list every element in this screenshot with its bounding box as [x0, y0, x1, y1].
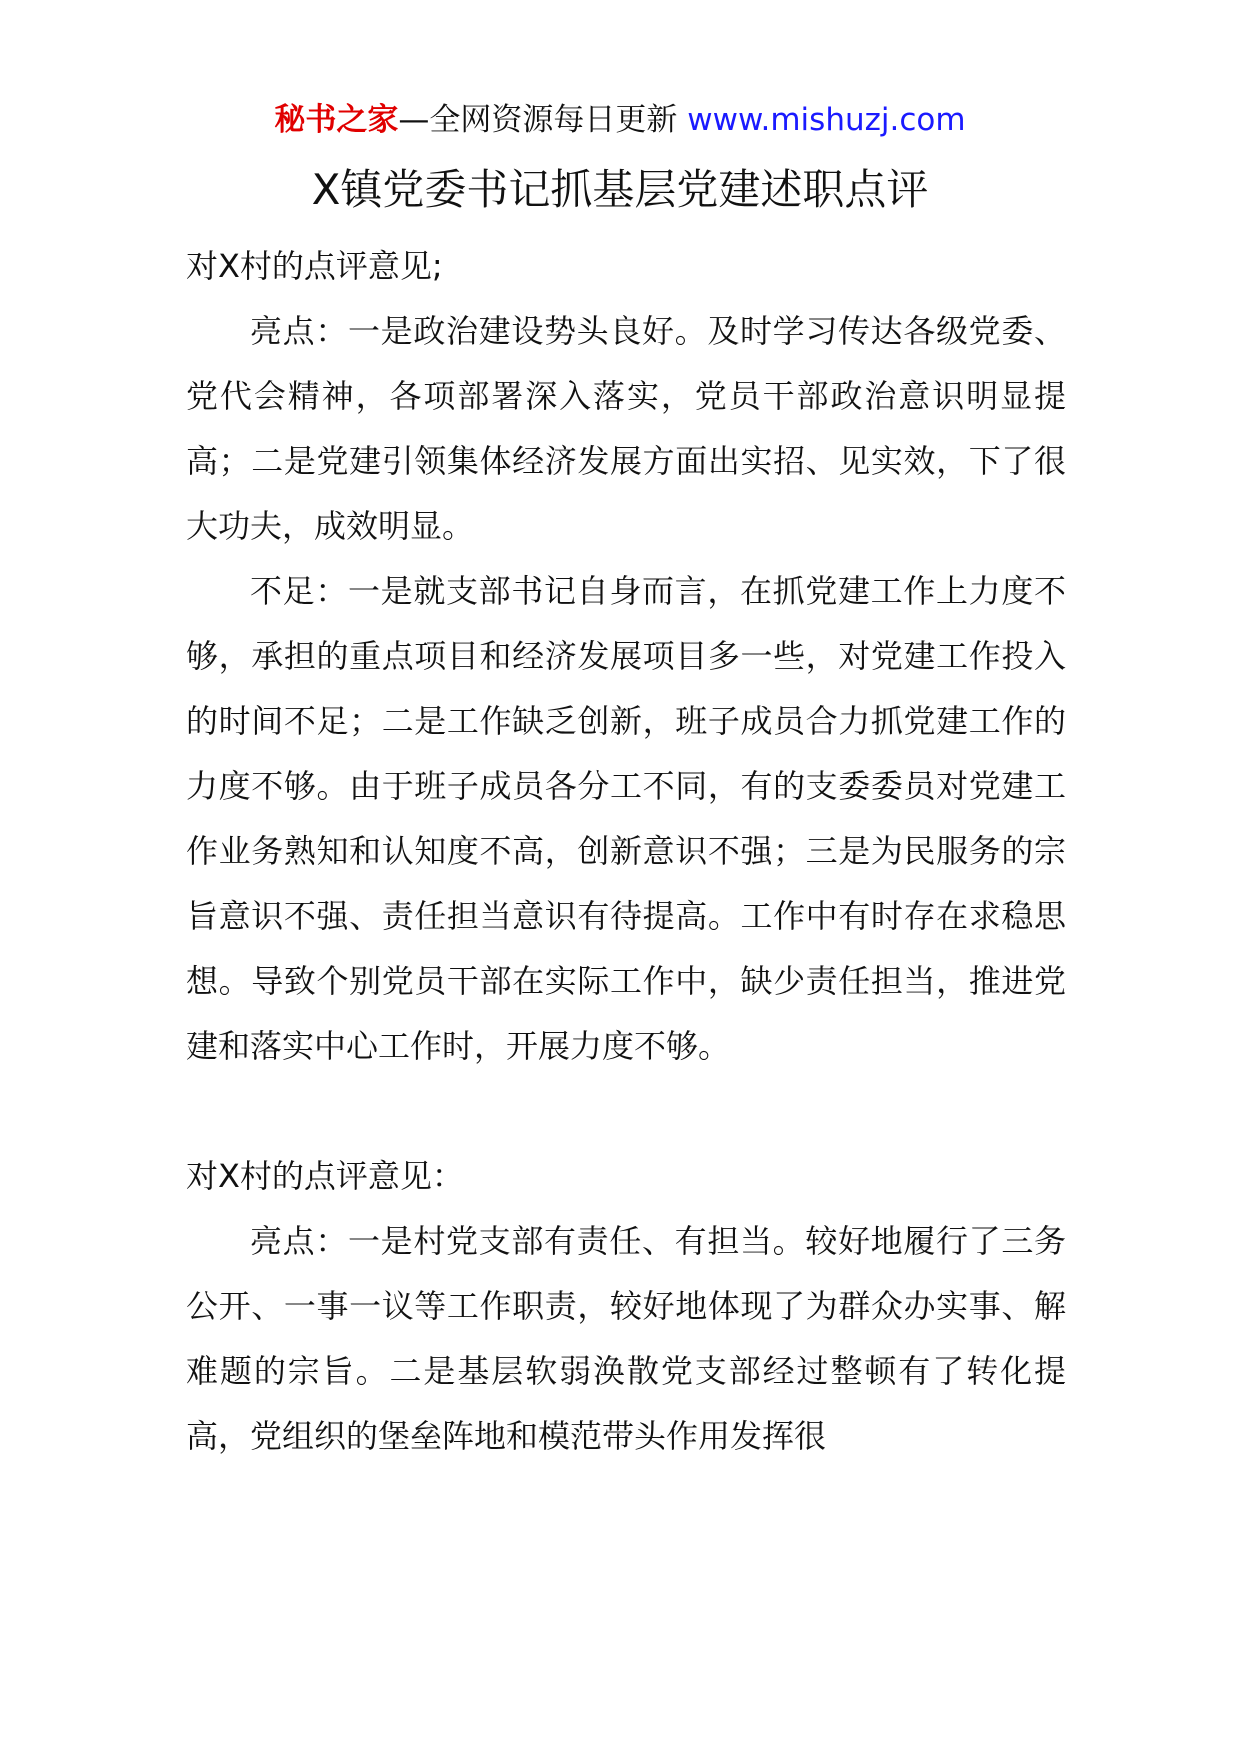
- site-url-link[interactable]: www.mishuzj.com: [687, 102, 966, 138]
- paragraph: 不足：一是就支部书记自身而言，在抓党建工作上力度不够，承担的重点项目和经济发展项目多一些，对党建工作投入的时间不足；二是工作缺乏创新，班子成员合力抓党建工作的力度不够。由于班子成员各分工不同，有的支委委员对党建工作业务熟知和认知度不高，创新意识不强；三是为民服务的宗旨意识不强、责任担当意识有待提高。工作中有时存在求稳思想。导致个别党员干部在实际工作中，缺少责任担当，推进党建和落实中心工作时，开展力度不够。: [186, 572, 1066, 1065]
- section-heading: 对X村的点评意见：: [186, 1157, 464, 1195]
- paragraph: 亮点：一是村党支部有责任、有担当。较好地履行了三务公开、一事一议等工作职责，较好地体现了为群众办实事、解难题的宗旨。二是基层软弱涣散党支部经过整顿有了转化提高，党组织的堡垒阵地和模范带头作用发挥很: [186, 1222, 1066, 1455]
- site-tagline: —全网资源每日更新: [398, 102, 678, 138]
- section-spacer: [186, 1079, 1066, 1144]
- paragraph: 亮点：一是政治建设势头良好。及时学习传达各级党委、党代会精神，各项部署深入落实，党员干部政治意识明显提高；二是党建引领集体经济发展方面出实招、见实效，下了很大功夫，成效明显。: [186, 312, 1066, 545]
- site-brand: 秘书之家: [274, 102, 399, 138]
- document-title: X镇党委书记抓基层党建述职点评: [311, 165, 929, 214]
- document-body: [186, 234, 1066, 1469]
- site-header: [0, 98, 1240, 142]
- section-heading: 对X村的点评意见;: [186, 247, 443, 285]
